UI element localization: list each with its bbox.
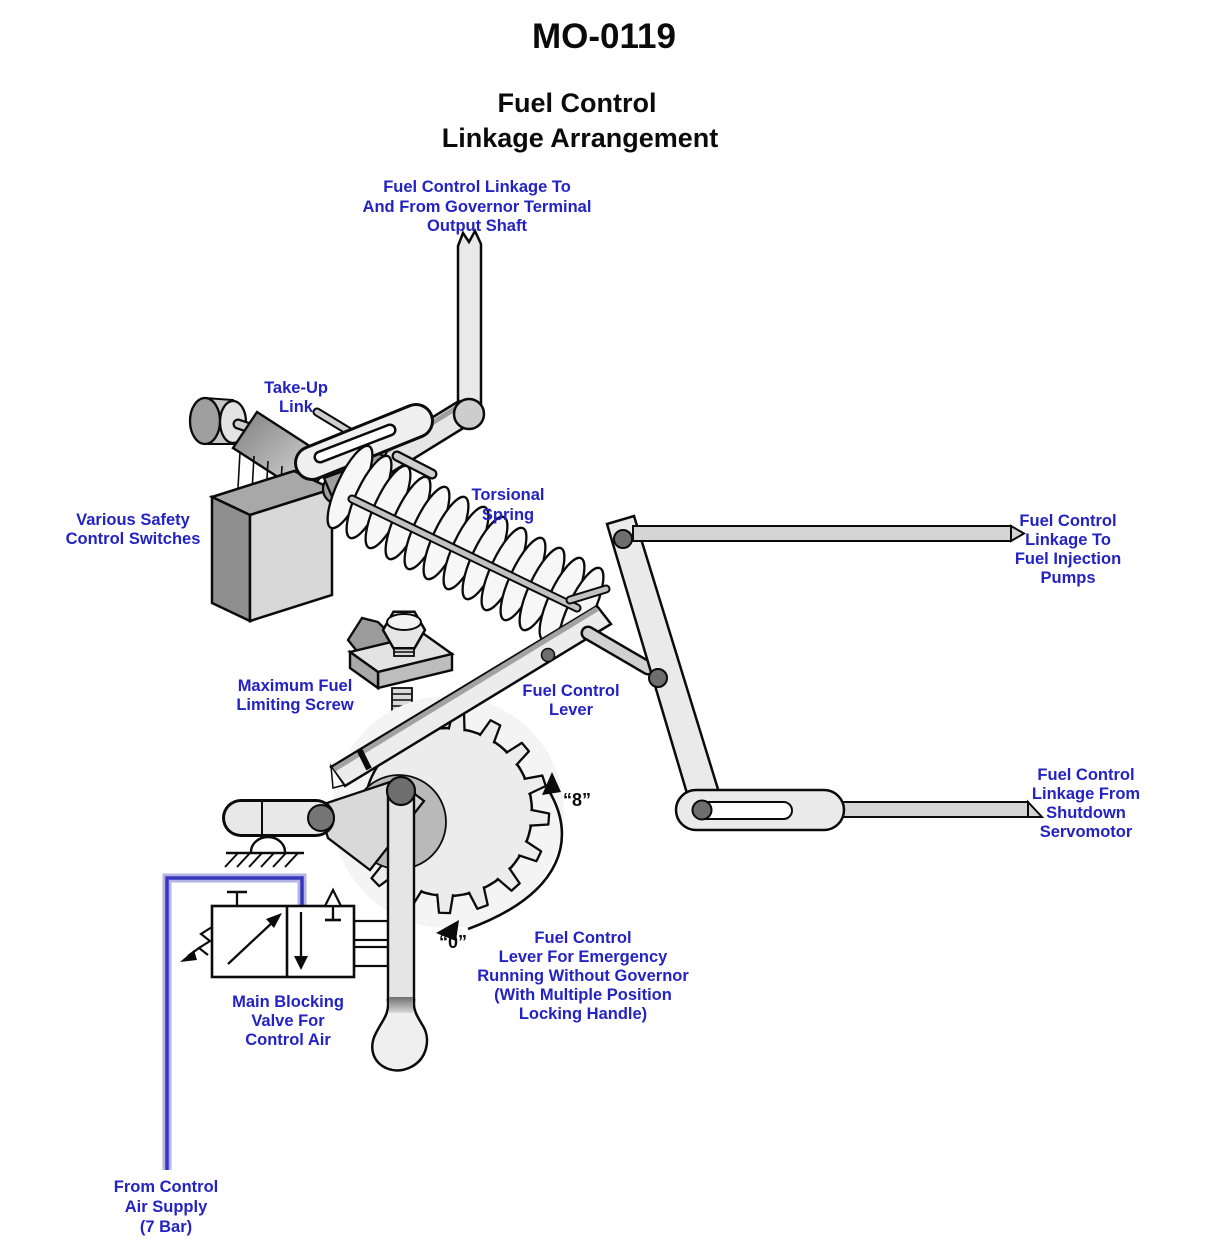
label-line: (7 Bar) — [139, 1218, 193, 1236]
safety-switch-assembly — [190, 398, 332, 621]
pivoted-link — [241, 801, 334, 835]
position-marker-0: “0” — [438, 932, 468, 952]
ground-symbol — [225, 837, 304, 867]
label-torsional-spring — [471, 486, 544, 524]
label-line: Maximum Fuel — [237, 677, 353, 695]
label-line: Take-Up — [264, 379, 328, 397]
figure-subtitle-2: Linkage Arrangement — [441, 123, 719, 153]
label-emergency-lever — [477, 929, 689, 1023]
label-line: Fuel Control — [522, 682, 620, 700]
label-fuel-control-lever — [522, 682, 619, 719]
label-safety-switches — [66, 511, 201, 548]
label-line: Locking Handle) — [518, 1005, 648, 1023]
figure-subtitle-1: Fuel Control — [497, 88, 657, 118]
label-line: And From Governor Terminal — [362, 198, 592, 216]
label-line: Shutdown — [1046, 804, 1126, 822]
lever-connector-rod — [588, 633, 648, 668]
label-max-fuel-screw — [236, 677, 354, 714]
label-line: Limiting Screw — [236, 696, 354, 714]
injection-pump-rod — [614, 526, 1024, 548]
main-lever — [607, 516, 721, 817]
label-line: Various Safety — [76, 511, 190, 529]
label-line: Running Without Governor — [477, 967, 689, 985]
label-line: Torsional — [471, 486, 545, 504]
label-line: Link — [279, 398, 313, 416]
label-governor-linkage — [363, 178, 592, 235]
position-marker-8: “8” — [562, 790, 592, 810]
label-line: Main Blocking — [232, 993, 344, 1011]
label-blocking-valve — [232, 993, 344, 1049]
label-line: Fuel Control — [534, 929, 632, 947]
figure-title: MO-0119 — [532, 17, 676, 56]
label-line: Valve For — [251, 1012, 325, 1030]
label-shutdown-servo — [1032, 766, 1140, 841]
label-line: Lever For Emergency — [498, 948, 668, 966]
blocking-valve-symbol — [180, 890, 388, 977]
label-line: From Control — [113, 1178, 219, 1196]
label-line: Fuel Control Linkage To — [383, 178, 571, 196]
label-line: Servomotor — [1039, 823, 1133, 841]
label-line: Air Supply — [124, 1198, 208, 1216]
label-line: Control Air — [245, 1031, 331, 1049]
safety-switch-box — [212, 471, 332, 621]
label-injection-pumps — [1015, 512, 1121, 587]
label-line: Linkage From — [1031, 785, 1141, 803]
label-line: Spring — [481, 506, 535, 524]
shutdown-servo-rod — [676, 790, 1042, 830]
label-line: Lever — [548, 701, 594, 719]
label-line: Fuel Control — [1037, 766, 1135, 784]
label-line: Control Switches — [65, 530, 201, 548]
label-line: Pumps — [1040, 569, 1096, 587]
label-air-supply — [114, 1178, 219, 1236]
label-line: (With Multiple Position — [494, 986, 672, 1004]
label-line: Output Shaft — [427, 217, 527, 235]
label-line: Linkage To — [1025, 531, 1111, 549]
label-line: Fuel Injection — [1014, 550, 1122, 568]
label-line: Fuel Control — [1019, 512, 1117, 530]
